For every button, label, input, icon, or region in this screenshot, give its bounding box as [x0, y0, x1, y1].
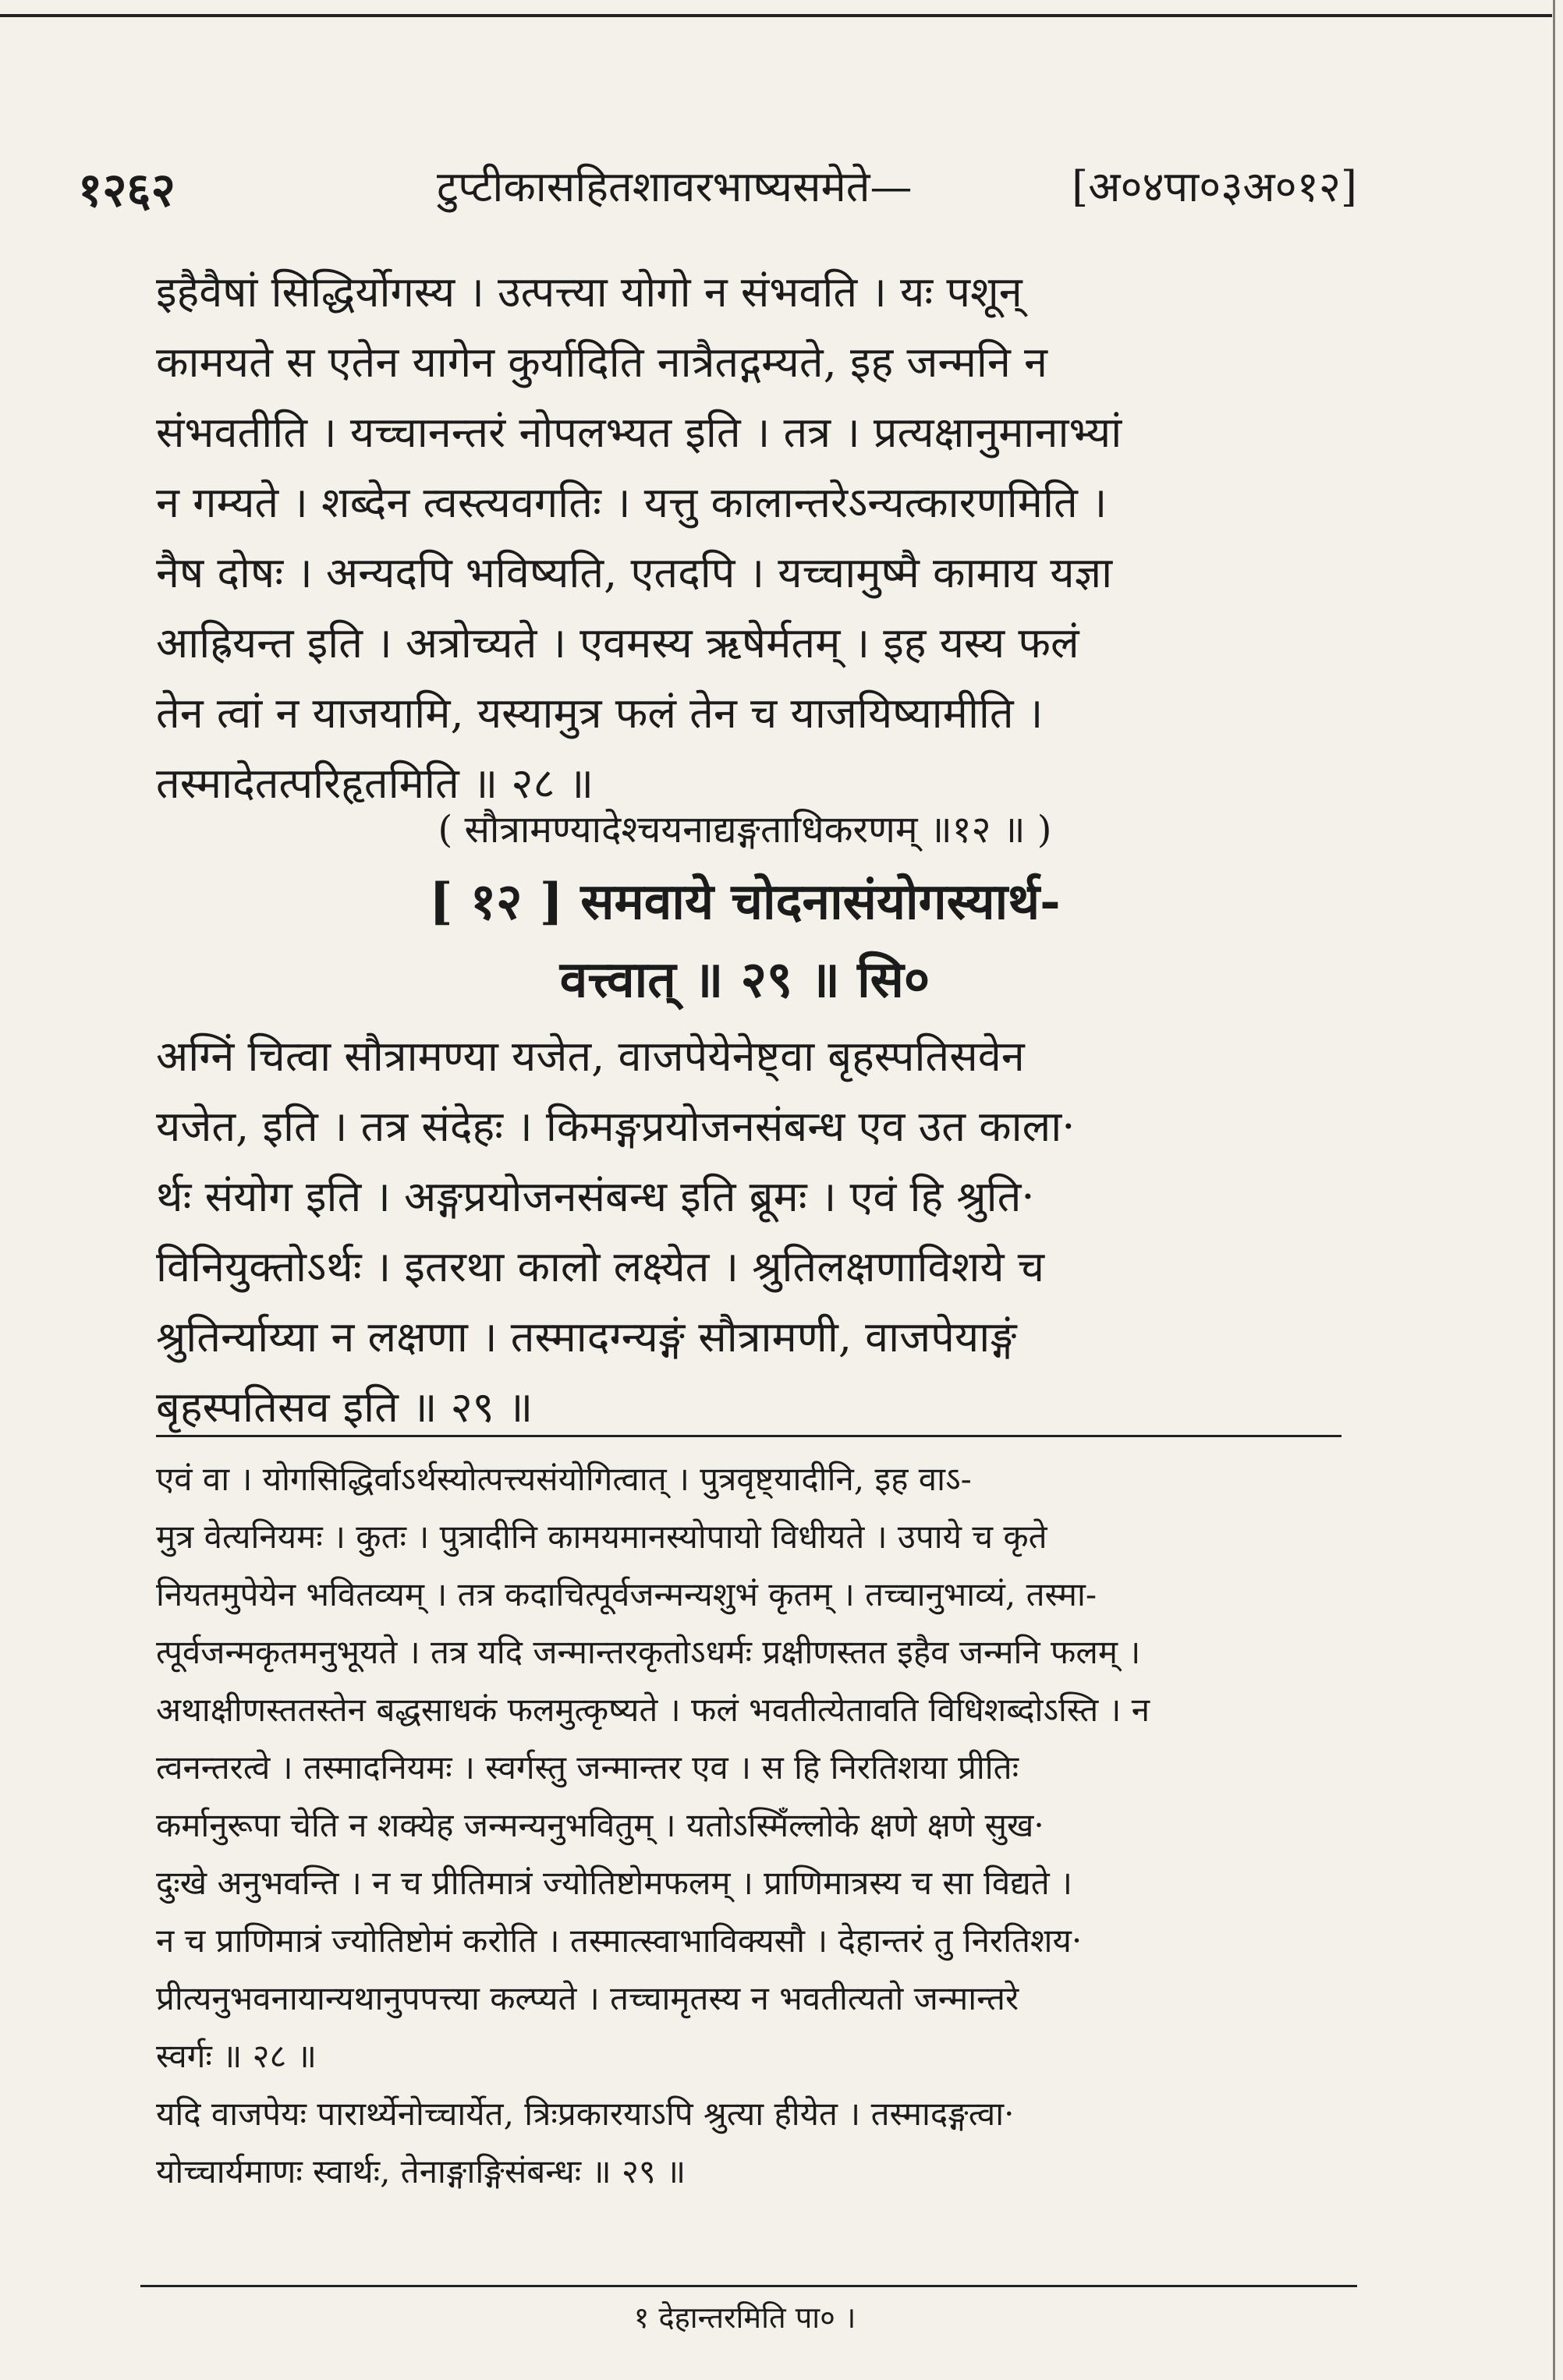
sutra-line-2: वत्त्वात् ॥ २९ ॥ सि० [559, 951, 930, 1009]
commentary-block [156, 1450, 1334, 2201]
commentary-line: स्वर्गः ॥ २८ ॥ [156, 2037, 317, 2075]
text-line: बृहस्पतिसव इति ॥ २९ ॥ [156, 1383, 533, 1432]
text-line: तस्मादेतत्परिहृतमिति ॥ २८ ॥ [156, 759, 594, 808]
text-line: तेन त्वां न याजयामि, यस्यामुत्र फलं तेन च याजयिष्यामीति । [156, 689, 1044, 738]
text-line: आह्रियन्त इति । अत्रोच्यते । एवमस्य ऋषेर्मतम् । इह यस्य फलं [156, 618, 1079, 668]
running-title: टुप्टीकासहितशावरभाष्यसमेते— [437, 162, 913, 211]
commentary-line: यदि वाजपेयः पारार्थ्येनोच्चार्येत, त्रिःप्रकारयाऽपि श्रुत्या हीयेत । तस्मादङ्गत्वा· [156, 2095, 1015, 2133]
text-line: विनियुक्तोऽर्थः । इतरथा कालो लक्ष्येत । श्रुतिलक्षणाविशये च [156, 1242, 1045, 1291]
adhikarana-title: ( सौत्रामण्यादेश्चयनाद्यङ्गताधिकरणम् ॥१२ ॥ ) [438, 808, 1052, 852]
section-reference: [अ०४पा०३अ०१२] [1072, 162, 1357, 211]
text-line: इहैवैषां सिद्धिर्योगस्य । उत्पत्त्या योगो न संभवति । यः पशून् [156, 267, 1023, 317]
page-edge [1553, 0, 1555, 2380]
commentary-line: एवं वा । योगसिद्धिर्वाऽर्थस्योत्पत्त्यसंयोगित्वात् । पुत्रवृष्ट्यादीनि, इह वाऽ- [156, 1460, 972, 1498]
top-border-rule [0, 14, 1552, 17]
text-line: र्थः संयोग इति । अङ्गप्रयोजनसंबन्ध इति ब्रूमः । एवं हि श्रुति· [156, 1172, 1035, 1221]
commentary-line: दुःखे अनुभवन्ति । न च प्रीतिमात्रं ज्योतिष्टोमफलम् । प्राणिमात्रस्य च सा विद्यते । [156, 1864, 1072, 1902]
text-line: कामयते स एतेन यागेन कुर्यादिति नात्रैतद्गम्यते, इह जन्मनि न [156, 338, 1047, 387]
bhashya-28-block [156, 257, 1334, 819]
page-number: १२६२ [78, 163, 175, 218]
commentary-line: न च प्राणिमात्रं ज्योतिष्टोमं करोति । तस्मात्स्वाभाविक्यसौ । देहान्तरं तु निरतिशय· [156, 1921, 1083, 1960]
commentary-line: अथाक्षीणस्ततस्तेन बद्धसाधकं फलमुत्कृष्यते । फलं भवतीत्येतावति विधिशब्दोऽस्ति । न [156, 1691, 1150, 1729]
page-header [78, 148, 1357, 218]
commentary-line: मुत्र वेत्यनियमः । कुतः । पुत्रादीनि कामयमानस्योपायो विधीयते । उपाये च कृते [156, 1518, 1047, 1556]
commentary-line: त्पूर्वजन्मकृतमनुभूयते । तत्र यदि जन्मान्तरकृतोऽधर्मः प्रक्षीणस्तत इहैव जन्मनि फलम् । [156, 1633, 1141, 1671]
footnote-divider [140, 2285, 1357, 2287]
text-line: संभवतीति । यच्चानन्तरं नोपलभ्यत इति । तत्र । प्रत्यक्षानुमानाभ्यां [156, 408, 1122, 457]
text-line: श्रुतिर्न्याय्या न लक्षणा । तस्मादग्न्यङ्गं सौत्रामणी, वाजपेयाङ्गं [156, 1312, 1017, 1362]
commentary-line: कर्मानुरूपा चेति न शक्येह जन्मन्यनुभवितुम् । यतोऽस्मिँल्लोके क्षणे क्षणे सुख· [156, 1806, 1044, 1844]
commentary-line: त्वनन्तरत्वे । तस्मादनियमः । स्वर्गस्तु जन्मान्तर एव । स हि निरतिशया प्रीतिः [156, 1748, 1019, 1787]
bhashya-29-block [156, 1022, 1334, 1443]
commentary-divider [156, 1435, 1341, 1437]
footnote: १ देहान्तरमिति पा० । [633, 2300, 856, 2335]
sutra-line-1: [ १२ ] समवाये चोदनासंयोगस्यार्थ- [429, 873, 1061, 931]
commentary-line: नियतमुपेयेन भवितव्यम् । तत्र कदाचित्पूर्वजन्मन्यशुभं कृतम् । तच्चानुभाव्यं, तस्मा- [156, 1575, 1097, 1613]
commentary-line: प्रीत्यनुभवनायान्यथानुपपत्त्या कल्प्यते । तच्चामृतस्य न भवतीत्यतो जन्मान्तरे [156, 1979, 1019, 2017]
text-line: न गम्यते । शब्देन त्वस्त्यवगतिः । यत्तु कालान्तरेऽन्यत्कारणमिति । [156, 478, 1108, 527]
commentary-line: योच्चार्यमाणः स्वार्थः, तेनाङ्गाङ्गिसंबन्धः ॥ २९ ॥ [156, 2152, 686, 2191]
text-line: नैष दोषः । अन्यदपि भविष्यति, एतदपि । यच्चामुष्मै कामाय यज्ञा [156, 548, 1113, 597]
text-line: यजेत, इति । तत्र संदेहः । किमङ्गप्रयोजनसंबन्ध एव उत काला· [156, 1102, 1076, 1151]
text-line: अग्निं चित्वा सौत्रामण्या यजेत, वाजपेयेनेष्ट्वा बृहस्पतिसवेन [156, 1032, 1025, 1081]
